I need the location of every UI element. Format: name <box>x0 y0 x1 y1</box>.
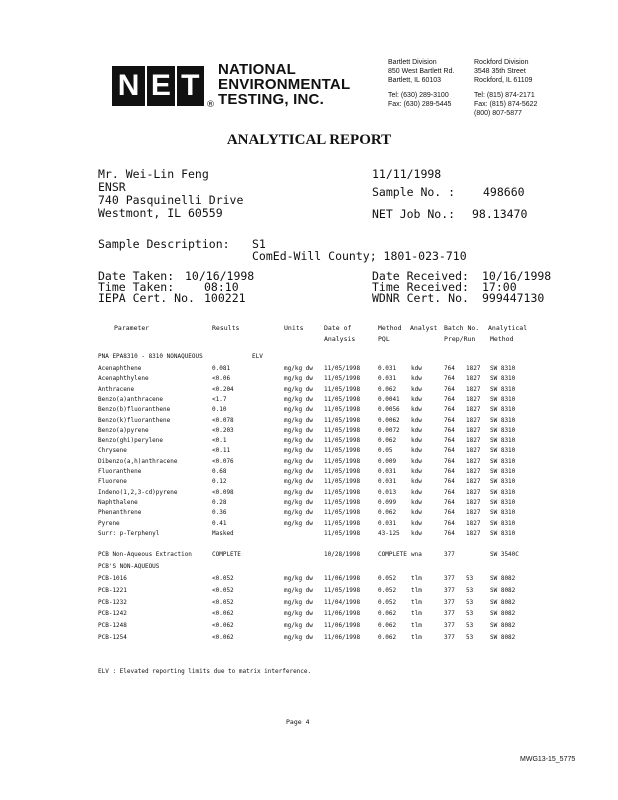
table-cell: SW 8310 <box>490 395 516 403</box>
date-taken: 10/16/1998 <box>185 269 255 283</box>
table-cell: 0.05 <box>378 447 393 455</box>
table-cell: mg/kg dw <box>284 365 313 372</box>
table-cell: 0.0056 <box>378 406 400 414</box>
table-cell: 377 <box>444 551 455 558</box>
table-cell: 377 <box>444 598 455 606</box>
table-cell: kdw <box>411 498 422 506</box>
table-cell: 0.062 <box>378 622 397 630</box>
table-row <box>0 528 618 539</box>
company-name-line: NATIONAL <box>218 61 296 78</box>
client-address <box>98 168 243 220</box>
office-rockford <box>474 58 537 118</box>
table-cell: <0.052 <box>212 586 234 594</box>
table-cell: tlm <box>411 634 422 641</box>
sample-desc-label: Sample Description: <box>98 237 230 251</box>
table-cell: kdw <box>411 529 422 537</box>
table-cell: Benzo(a)pyrene <box>98 426 149 434</box>
table-cell: PCB-1242 <box>98 610 127 618</box>
net-logo <box>112 66 204 106</box>
table-cell: mg/kg dw <box>284 509 313 517</box>
table-cell: kdw <box>411 426 422 434</box>
table-cell: 764 <box>444 478 455 486</box>
table-cell: SW 8310 <box>490 478 516 486</box>
company-name <box>218 62 350 107</box>
table-cell: COMPLETE <box>378 551 407 558</box>
table-cell: 11/06/1998 <box>324 622 361 630</box>
table-cell: Naphthalene <box>98 498 138 506</box>
table-cell: 764 <box>444 447 455 455</box>
table-cell: kdw <box>411 519 422 527</box>
table-cell: 0.031 <box>378 375 397 383</box>
table-cell: 0.013 <box>378 488 397 496</box>
table-cell: Benzo(k)fluoranthene <box>98 416 171 424</box>
table-cell: 764 <box>444 375 455 383</box>
table-cell: SW 8310 <box>490 468 516 475</box>
table-cell: 0.062 <box>378 437 397 445</box>
table-cell: 764 <box>444 457 455 465</box>
table-cell: kdw <box>411 406 422 414</box>
table-cell: 1827 <box>466 519 481 527</box>
table-cell: mg/kg dw <box>284 519 313 527</box>
table-cell: 0.031 <box>378 468 397 475</box>
report-date: 11/11/1998 <box>372 167 442 181</box>
table-cell: 11/04/1998 <box>324 598 361 606</box>
table-cell: mg/kg dw <box>284 478 313 486</box>
table-cell: 11/06/1998 <box>324 610 361 618</box>
footnote: ELV : Elevated reporting limits due to matrix interference. <box>98 668 312 675</box>
sample-desc-1: S1 <box>252 237 266 251</box>
table-cell: 43-125 <box>378 529 400 537</box>
table-cell: 764 <box>444 509 455 517</box>
table-cell: 11/05/1998 <box>324 416 361 424</box>
table-cell: mg/kg dw <box>284 395 313 403</box>
office-tel: Tel: (630) 289-3100 <box>388 92 449 99</box>
table-cell: 1827 <box>466 406 481 414</box>
pna-section-title: PNA EPA8310 - 8310 NONAQUEOUS <box>98 353 203 360</box>
table-cell: Surr: p-Terphenyl <box>98 529 160 537</box>
table-row <box>0 549 618 560</box>
table-cell: tlm <box>411 622 422 630</box>
table-cell: mg/kg dw <box>284 488 313 496</box>
table-cell: mg/kg dw <box>284 385 313 393</box>
date-received-label: Date Received: <box>372 269 469 283</box>
table-cell: mg/kg dw <box>284 406 313 414</box>
table-cell: 0.052 <box>378 586 397 594</box>
table-row <box>0 597 618 608</box>
table-cell: mg/kg dw <box>284 426 313 434</box>
client-org: ENSR <box>98 180 126 194</box>
table-cell: 11/06/1998 <box>324 634 361 641</box>
client-city: Westmont, IL 60559 <box>98 206 223 220</box>
table-cell: 0.031 <box>378 365 397 372</box>
table-cell: 764 <box>444 498 455 506</box>
table-row <box>0 632 618 643</box>
table-cell: kdw <box>411 375 422 383</box>
table-cell: kdw <box>411 437 422 445</box>
table-cell: <0.052 <box>212 598 234 606</box>
table-cell: mg/kg dw <box>284 457 313 465</box>
table-cell: 11/05/1998 <box>324 437 361 445</box>
sample-desc-2: ComEd-Will County; 1801-023-710 <box>252 249 467 263</box>
table-cell: 0.12 <box>212 478 227 486</box>
table-cell: 377 <box>444 622 455 630</box>
table-cell: 0.052 <box>378 575 397 582</box>
time-received: 17:00 <box>482 280 517 294</box>
table-cell: 11/06/1998 <box>324 575 361 582</box>
office-bartlett <box>388 58 454 109</box>
office-name: Bartlett Division <box>388 59 437 66</box>
office-tel: Tel: (815) 874-2171 <box>474 92 535 99</box>
table-cell: 377 <box>444 610 455 618</box>
table-cell: mg/kg dw <box>284 634 313 641</box>
table-cell: Benzo(ghi)perylene <box>98 437 164 445</box>
table-cell: 1827 <box>466 529 481 537</box>
iepa-cert: 100221 <box>204 291 246 305</box>
wdnr-cert: 999447130 <box>482 291 545 305</box>
col-method: Method <box>378 324 402 332</box>
table-cell: SW 8310 <box>490 488 516 496</box>
table-cell: 0.0072 <box>378 426 400 434</box>
table-cell: tlm <box>411 575 422 582</box>
table-cell: <0.052 <box>212 575 234 582</box>
table-cell: 0.031 <box>378 519 397 527</box>
pna-flag: ELV <box>252 353 263 360</box>
table-row <box>0 620 618 631</box>
table-cell: 53 <box>466 575 474 582</box>
table-cell: kdw <box>411 468 422 475</box>
table-cell: 0.0062 <box>378 416 400 424</box>
table-cell: 11/05/1998 <box>324 488 361 496</box>
table-cell: SW 8082 <box>490 622 516 630</box>
col-analysis: Analysis <box>324 335 356 343</box>
office-line1: 850 West Bartlett Rd. <box>388 68 455 75</box>
table-cell: 11/05/1998 <box>324 365 361 372</box>
table-row <box>0 608 618 619</box>
table-cell: Anthracene <box>98 385 135 393</box>
table-cell: 1827 <box>466 416 481 424</box>
table-cell: PCB-1232 <box>98 598 127 606</box>
table-cell: 764 <box>444 395 455 403</box>
table-cell: mg/kg dw <box>284 416 313 424</box>
table-cell: 764 <box>444 416 455 424</box>
table-cell: mg/kg dw <box>284 575 313 582</box>
table-cell: 1827 <box>466 426 481 434</box>
table-cell: SW 8082 <box>490 610 516 618</box>
table-cell: 0.10 <box>212 406 227 414</box>
table-cell: 1827 <box>466 385 481 393</box>
table-cell: 0.062 <box>378 634 397 641</box>
office-line2: Rockford, IL 61109 <box>474 77 533 84</box>
table-cell: Acenaphthylene <box>98 375 149 383</box>
company-name-line: TESTING, INC. <box>218 91 324 108</box>
table-cell: kdw <box>411 395 422 403</box>
table-cell: kdw <box>411 478 422 486</box>
client-street: 740 Pasquinelli Drive <box>98 193 244 207</box>
office-line1: 3548 35th Street <box>474 68 526 75</box>
table-cell: 53 <box>466 598 474 606</box>
date-taken-label: Date Taken: <box>98 269 175 283</box>
table-cell: 11/05/1998 <box>324 457 361 465</box>
table-cell: PCB-1221 <box>98 586 127 594</box>
table-cell: kdw <box>411 447 422 455</box>
table-cell: 1827 <box>466 375 481 383</box>
table-cell: <0.062 <box>212 610 234 618</box>
table-cell: 1827 <box>466 509 481 517</box>
table-cell: mg/kg dw <box>284 468 313 475</box>
table-cell: 11/05/1998 <box>324 509 361 517</box>
col-analytical: Analytical <box>488 324 528 332</box>
office-phone-extra: (800) 807-5877 <box>474 110 522 117</box>
table-cell: PCB-1016 <box>98 575 127 582</box>
table-row <box>0 573 618 584</box>
job-no-label: NET Job No.: <box>372 207 456 221</box>
table-cell: 0.0041 <box>378 395 400 403</box>
job-no: 98.13470 <box>472 207 528 221</box>
iepa-label: IEPA Cert. No. <box>98 291 195 305</box>
wdnr-label: WDNR Cert. No. <box>372 291 469 305</box>
table-cell: 53 <box>466 622 474 630</box>
table-cell: kdw <box>411 509 422 517</box>
table-cell: mg/kg dw <box>284 622 313 630</box>
time-taken: 08:10 <box>204 280 239 294</box>
table-cell: 377 <box>444 575 455 582</box>
table-cell: 764 <box>444 426 455 434</box>
table-cell: Benzo(b)fluoranthene <box>98 406 171 414</box>
table-cell: Pyrene <box>98 519 120 527</box>
table-cell: SW 3540C <box>490 551 519 558</box>
sample-no-label: Sample No. : <box>372 185 456 199</box>
table-cell: 764 <box>444 519 455 527</box>
table-cell: SW 8310 <box>490 519 516 527</box>
table-cell: PCB Non-Aqueous Extraction <box>98 551 192 558</box>
table-cell: 0.062 <box>378 509 397 517</box>
col-method-2: Method <box>490 335 514 343</box>
col-parameter: Parameter <box>114 324 150 332</box>
table-cell: 764 <box>444 468 455 475</box>
table-cell: 0.28 <box>212 498 227 506</box>
table-cell: mg/kg dw <box>284 437 313 445</box>
table-cell: <0.06 <box>212 375 231 383</box>
table-cell: Benzo(a)anthracene <box>98 395 164 403</box>
table-cell: 0.36 <box>212 509 227 517</box>
table-cell: kdw <box>411 385 422 393</box>
table-cell: mg/kg dw <box>284 375 313 383</box>
table-cell: 11/05/1998 <box>324 519 361 527</box>
col-batch-no: Batch No. <box>444 324 480 332</box>
table-cell: SW 8310 <box>490 457 516 465</box>
report-title: ANALYTICAL REPORT <box>226 132 392 148</box>
table-cell: 53 <box>466 634 474 641</box>
table-cell: Acenaphthene <box>98 365 142 372</box>
table-cell: 764 <box>444 365 455 372</box>
date-received: 10/16/1998 <box>482 269 552 283</box>
table-cell: 0.031 <box>378 478 397 486</box>
table-cell: <0.204 <box>212 385 234 393</box>
table-cell: SW 8310 <box>490 437 516 445</box>
table-cell: 764 <box>444 385 455 393</box>
table-cell: mg/kg dw <box>284 447 313 455</box>
table-cell: SW 8310 <box>490 426 516 434</box>
document-id: MWG13-15_5775 <box>520 756 576 763</box>
time-received-label: Time Received: <box>372 280 469 294</box>
table-cell: mg/kg dw <box>284 586 313 594</box>
table-cell: Chrysene <box>98 447 127 455</box>
table-cell: 11/05/1998 <box>324 395 361 403</box>
table-cell: 1827 <box>466 395 481 403</box>
time-taken-label: Time Taken: <box>98 280 175 294</box>
table-cell: Indeno(1,2,3-cd)pyrene <box>98 488 178 496</box>
table-cell: 0.41 <box>212 519 227 527</box>
table-cell: SW 8310 <box>490 406 516 414</box>
pcb-section-title: PCB'S NON-AQUEOUS <box>98 563 160 570</box>
table-cell: Fluoranthene <box>98 468 142 475</box>
table-cell: SW 8310 <box>490 375 516 383</box>
sample-no: 498660 <box>483 185 525 199</box>
table-cell: 764 <box>444 488 455 496</box>
table-cell: 377 <box>444 634 455 641</box>
table-cell: <0.098 <box>212 488 234 496</box>
table-cell: kdw <box>411 365 422 372</box>
table-cell: 0.062 <box>378 385 397 393</box>
table-cell: <0.11 <box>212 447 231 455</box>
table-cell: <0.076 <box>212 457 234 465</box>
table-cell: 1827 <box>466 447 481 455</box>
table-cell: <0.203 <box>212 426 234 434</box>
table-cell: 0.081 <box>212 365 231 372</box>
table-cell: kdw <box>411 416 422 424</box>
table-cell: tlm <box>411 598 422 606</box>
page-number: Page 4 <box>286 718 310 726</box>
table-cell: 1827 <box>466 437 481 445</box>
table-cell: 1827 <box>466 457 481 465</box>
table-cell: 1827 <box>466 468 481 475</box>
table-cell: 11/05/1998 <box>324 406 361 414</box>
table-cell: mg/kg dw <box>284 498 313 506</box>
table-cell: Phenanthrene <box>98 509 142 517</box>
table-cell: 0.062 <box>378 610 397 618</box>
table-cell: Masked <box>212 529 234 537</box>
table-cell: SW 8310 <box>490 447 516 455</box>
col-units: Units <box>284 324 304 332</box>
table-cell: kdw <box>411 457 422 465</box>
table-cell: 11/05/1998 <box>324 385 361 393</box>
table-cell: 764 <box>444 406 455 414</box>
table-cell: <0.1 <box>212 437 227 445</box>
office-fax: Fax: (630) 289-5445 <box>388 101 452 108</box>
col-prep-run: Prep/Run <box>444 335 476 343</box>
col-analyst: Analyst <box>410 324 438 332</box>
company-name-line: ENVIRONMENTAL <box>218 76 351 93</box>
table-cell: mg/kg dw <box>284 610 313 618</box>
table-cell: PCB-1254 <box>98 634 127 641</box>
table-cell: PCB-1248 <box>98 622 127 630</box>
table-cell: 11/05/1998 <box>324 468 361 475</box>
table-cell: SW 8310 <box>490 529 516 537</box>
table-cell: tlm <box>411 586 422 594</box>
table-cell: 0.099 <box>378 498 397 506</box>
table-cell: 11/05/1998 <box>324 478 361 486</box>
table-cell: 11/05/1998 <box>324 498 361 506</box>
table-cell: SW 8310 <box>490 385 516 393</box>
table-cell: <0.078 <box>212 416 234 424</box>
table-cell: 1827 <box>466 498 481 506</box>
table-cell: <0.062 <box>212 634 234 641</box>
col-results: Results <box>212 324 240 332</box>
office-line2: Bartlett, IL 60103 <box>388 77 442 84</box>
logo-letter-e: E <box>147 66 174 106</box>
table-cell: 377 <box>444 586 455 594</box>
table-cell: 11/05/1998 <box>324 447 361 455</box>
table-cell: SW 8082 <box>490 598 516 606</box>
table-cell: SW 8310 <box>490 416 516 424</box>
table-cell: 53 <box>466 586 474 594</box>
table-cell: 764 <box>444 437 455 445</box>
table-cell: 1827 <box>466 478 481 486</box>
client-name: Mr. Wei-Lin Feng <box>98 167 209 181</box>
logo-letter-n: N <box>112 66 145 106</box>
table-cell: COMPLETE <box>212 551 241 558</box>
table-cell: 11/05/1998 <box>324 426 361 434</box>
table-cell: 11/05/1998 <box>324 375 361 383</box>
col-date-of: Date of <box>324 324 352 332</box>
table-cell: 1827 <box>466 365 481 372</box>
logo-letter-t: T <box>177 66 204 106</box>
office-name: Rockford Division <box>474 59 529 66</box>
table-cell: tlm <box>411 610 422 618</box>
table-cell: SW 8082 <box>490 634 516 641</box>
col-pql: PQL <box>378 335 390 343</box>
table-cell: SW 8082 <box>490 586 516 594</box>
table-cell: wna <box>411 551 422 558</box>
table-cell: 764 <box>444 529 455 537</box>
office-fax: Fax: (815) 874-5622 <box>474 101 538 108</box>
registered-mark: ® <box>206 100 215 110</box>
table-cell: 0.68 <box>212 468 227 475</box>
table-cell: kdw <box>411 488 422 496</box>
table-cell: mg/kg dw <box>284 598 313 606</box>
table-cell: 0.009 <box>378 457 397 465</box>
table-cell: SW 8310 <box>490 498 516 506</box>
table-cell: <1.7 <box>212 395 227 403</box>
table-cell: SW 8310 <box>490 365 516 372</box>
table-cell: 53 <box>466 610 474 618</box>
table-cell: 11/05/1998 <box>324 529 361 537</box>
table-cell: SW 8310 <box>490 509 516 517</box>
table-cell: 1827 <box>466 488 481 496</box>
table-cell: Fluorene <box>98 478 127 486</box>
table-cell: 10/28/1998 <box>324 551 361 558</box>
table-cell: SW 8082 <box>490 575 516 582</box>
table-row <box>0 585 618 596</box>
table-cell: 0.052 <box>378 598 397 606</box>
table-cell: 11/05/1998 <box>324 586 361 594</box>
table-cell: <0.062 <box>212 622 234 630</box>
table-cell: Dibenzo(a,h)anthracene <box>98 457 178 465</box>
